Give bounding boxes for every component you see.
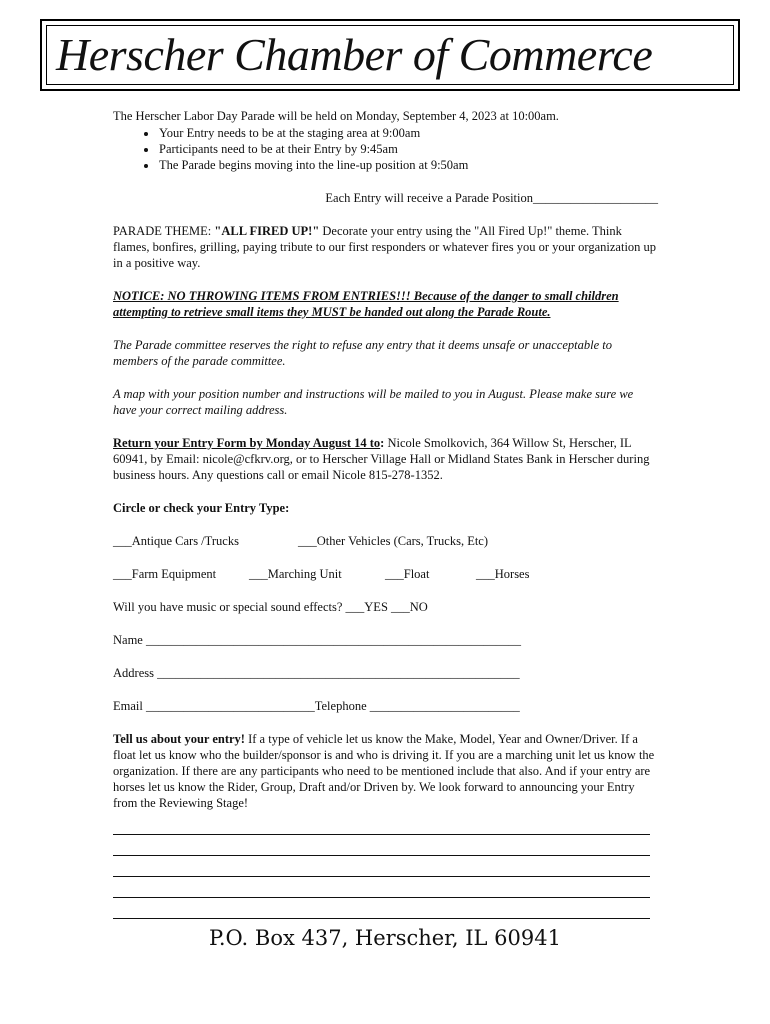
- parade-position-line: Each Entry will receive a Parade Position____________________: [325, 191, 658, 205]
- option-other-vehicles[interactable]: ___Other Vehicles (Cars, Trucks, Etc): [298, 534, 489, 548]
- option-marching-unit[interactable]: ___Marching Unit: [249, 567, 342, 581]
- entry-type-heading: Circle or check your Entry Type:: [113, 501, 290, 515]
- entry-description-lines[interactable]: [113, 814, 658, 919]
- form-content: [113, 108, 658, 919]
- list-item: • Your Entry needs to be at the staging area at 9:00am: [158, 125, 658, 141]
- theme-paragraph: [113, 223, 658, 271]
- page-title: Herscher Chamber of Commerce: [56, 29, 653, 80]
- option-horses[interactable]: ___Horses: [476, 567, 530, 581]
- schedule-list: [113, 125, 658, 173]
- intro-lead: The Herscher Labor Day Parade will be held on Monday, September 4, 2023 at 10:00am.: [113, 109, 559, 123]
- entry-type-row-2: [113, 566, 658, 582]
- option-antique-cars[interactable]: ___Antique Cars /Trucks: [113, 534, 239, 548]
- map-note: A map with your position number and instructions will be mailed to you in August. Please make sure we have your correct mailing address.: [113, 387, 634, 417]
- writing-line[interactable]: [113, 877, 650, 898]
- return-text: Nicole Smolkovich, 364 Willow St, Herscher, IL 60941, by Email: nicole@cfkrv.org, or to Herscher Village Hall or Midland States Bank in Herscher during business hours. Any questions call or email Nicole 815-278-1352.: [113, 436, 650, 482]
- name-field[interactable]: Name ____________________________________________________________: [113, 633, 521, 647]
- address-field[interactable]: Address __________________________________________________________: [113, 666, 520, 680]
- notice-text: NOTICE: NO THROWING ITEMS FROM ENTRIES!!! Because of the danger to small children attempting to retrieve small items they MUST be handed out along the Parade Route.: [113, 289, 619, 319]
- tell-us-text: If a type of vehicle let us know the Make, Model, Year and Owner/Driver. If a float let us know who the builder/sponsor is and who is driving it. If you are a marching unit let us know the organization. If there are any participants who need to be mentioned include that also. And if your entry are horses let us know the Rider, Group, Draft and/or Driven by. We look forward to announcing your Entry from the Reviewing Stage!: [113, 732, 655, 810]
- writing-line[interactable]: [113, 814, 650, 835]
- header-box: [40, 19, 740, 91]
- theme-name: "ALL FIRED UP!": [214, 224, 320, 238]
- theme-text: Decorate your entry using the "All Fired Up!" theme. Think flames, bonfires, grilling, paying tribute to our first responders or whatever fires you or your organization up in a positive way.: [113, 224, 657, 270]
- writing-line[interactable]: [113, 856, 650, 877]
- return-label: Return your Entry Form by Monday August 14 to: [113, 436, 381, 450]
- theme-label: PARADE THEME:: [113, 224, 215, 238]
- option-float[interactable]: ___Float: [385, 567, 430, 581]
- music-question[interactable]: Will you have music or special sound effects? ___YES ___NO: [113, 600, 428, 614]
- committee-note: The Parade committee reserves the right to refuse any entry that it deems unsafe or unacceptable to members of the parade committee.: [113, 338, 612, 368]
- option-farm-equipment[interactable]: ___Farm Equipment: [113, 567, 217, 581]
- list-item: • The Parade begins moving into the line-up position at 9:50am: [158, 157, 658, 173]
- entry-type-row-1: [113, 533, 658, 549]
- footer-address: P.O. Box 437, Herscher, IL 60941: [209, 926, 561, 950]
- writing-line[interactable]: [113, 898, 650, 919]
- writing-line[interactable]: [113, 835, 650, 856]
- tell-us-paragraph: [113, 731, 658, 811]
- list-item: • Participants need to be at their Entry by 9:45am: [158, 141, 658, 157]
- email-field[interactable]: Email ___________________________: [113, 699, 315, 713]
- tell-us-label: Tell us about your entry!: [113, 732, 245, 746]
- return-colon: :: [380, 436, 385, 450]
- return-paragraph: [113, 435, 658, 483]
- email-telephone-row: [113, 698, 658, 714]
- telephone-field[interactable]: Telephone ________________________: [314, 699, 520, 713]
